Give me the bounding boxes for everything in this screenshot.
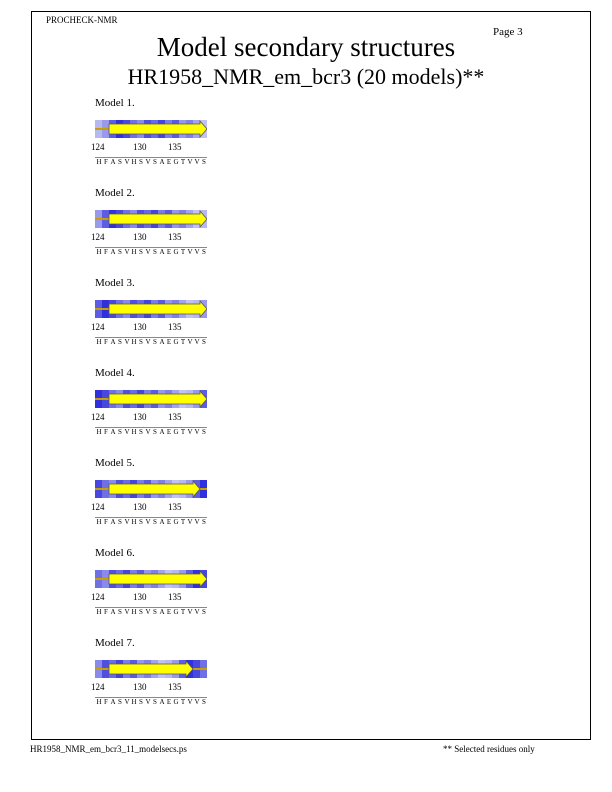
model-label: Model 7. <box>95 637 135 649</box>
residue-numbers <box>91 412 215 424</box>
model-block <box>91 637 225 727</box>
residue-number: 135 <box>168 232 182 242</box>
residue-letter: V <box>145 698 151 706</box>
residue-letter: V <box>124 158 130 166</box>
residue-numbers <box>91 232 215 244</box>
residue-letter: S <box>153 608 157 616</box>
page-number: Page 3 <box>493 26 523 38</box>
residue-letter: H <box>96 698 102 706</box>
residue-number: 124 <box>91 232 105 242</box>
residue-letter: S <box>202 158 206 166</box>
residue-numbers <box>91 592 215 604</box>
residue-letter: V <box>124 338 130 346</box>
residue-letter: S <box>139 428 143 436</box>
residue-letter: S <box>139 608 143 616</box>
residue-letter: V <box>194 158 200 166</box>
residue-number: 135 <box>168 502 182 512</box>
residue-letter: E <box>166 338 172 346</box>
sequence <box>95 698 215 708</box>
residue-numbers <box>91 142 215 154</box>
residue-letter: H <box>96 248 102 256</box>
model-block <box>91 367 225 457</box>
residue-number: 135 <box>168 412 182 422</box>
residue-letter: S <box>202 428 206 436</box>
residue-letter: G <box>173 518 179 526</box>
residue-number: 124 <box>91 502 105 512</box>
page-title: Model secondary structures <box>156 32 456 62</box>
residue-letter: E <box>166 248 172 256</box>
secondary-structure-plot <box>95 300 207 318</box>
residue-letter: V <box>194 608 200 616</box>
residue-letter: A <box>110 338 116 346</box>
residue-letter: S <box>139 518 143 526</box>
residue-number: 130 <box>133 592 147 602</box>
residue-letter: V <box>124 248 130 256</box>
residue-letter: V <box>187 338 193 346</box>
residue-letter: V <box>187 428 193 436</box>
residue-number: 124 <box>91 412 105 422</box>
residue-number: 124 <box>91 682 105 692</box>
residue-letter: G <box>173 248 179 256</box>
residue-letter: T <box>180 698 186 706</box>
residue-letter: T <box>180 608 186 616</box>
residue-letter: V <box>187 518 193 526</box>
residue-letter: G <box>173 698 179 706</box>
residue-letter: V <box>145 248 151 256</box>
residue-letter: A <box>110 518 116 526</box>
residue-letter: A <box>159 338 165 346</box>
residue-letter: H <box>131 338 137 346</box>
residue-numbers <box>91 322 215 334</box>
residue-number: 135 <box>168 142 182 152</box>
model-label: Model 1. <box>95 97 135 109</box>
residue-letter: A <box>110 248 116 256</box>
residue-number: 130 <box>133 322 147 332</box>
model-label: Model 6. <box>95 547 135 559</box>
residue-letter: H <box>96 338 102 346</box>
residue-number: 130 <box>133 502 147 512</box>
residue-letter: V <box>145 338 151 346</box>
residue-letter: T <box>180 338 186 346</box>
residue-letter: H <box>96 428 102 436</box>
residue-numbers <box>91 682 215 694</box>
residue-letter: H <box>131 158 137 166</box>
residue-letter: V <box>187 608 193 616</box>
residue-letter: E <box>166 518 172 526</box>
residue-letter: S <box>153 428 157 436</box>
residue-letter: F <box>104 608 108 616</box>
residue-letter: E <box>166 698 172 706</box>
residue-letter: F <box>104 338 108 346</box>
residue-letter: H <box>96 158 102 166</box>
secondary-structure-plot <box>95 570 207 588</box>
residue-letter: S <box>153 338 157 346</box>
model-block <box>91 187 225 277</box>
residue-letter: A <box>159 428 165 436</box>
sequence <box>95 338 215 348</box>
residue-letter: S <box>153 158 157 166</box>
residue-letter: V <box>187 248 193 256</box>
residue-letter: V <box>124 608 130 616</box>
residue-letter: H <box>131 608 137 616</box>
residue-letter: T <box>180 158 186 166</box>
residue-letter: A <box>110 158 116 166</box>
residue-letter: V <box>145 428 151 436</box>
residue-letter: S <box>118 338 122 346</box>
residue-letter: V <box>124 518 130 526</box>
residue-letter: F <box>104 518 108 526</box>
residue-letter: G <box>173 428 179 436</box>
residue-numbers <box>91 502 215 514</box>
residue-letter: S <box>153 518 157 526</box>
residue-letter: S <box>139 248 143 256</box>
sequence <box>95 608 215 618</box>
residue-letter: T <box>180 248 186 256</box>
residue-letter: S <box>153 248 157 256</box>
residue-letter: F <box>104 698 108 706</box>
residue-letter: S <box>118 608 122 616</box>
residue-letter: V <box>124 428 130 436</box>
residue-letter: T <box>180 518 186 526</box>
residue-letter: G <box>173 158 179 166</box>
model-label: Model 3. <box>95 277 135 289</box>
residue-letter: V <box>124 698 130 706</box>
residue-number: 130 <box>133 142 147 152</box>
residue-letter: S <box>118 698 122 706</box>
secondary-structure-plot <box>95 390 207 408</box>
model-label: Model 2. <box>95 187 135 199</box>
residue-letter: H <box>96 608 102 616</box>
residue-letter: V <box>194 428 200 436</box>
footer-filename: HR1958_NMR_em_bcr3_11_modelsecs.ps <box>30 744 187 754</box>
residue-number: 124 <box>91 322 105 332</box>
model-label: Model 4. <box>95 367 135 379</box>
secondary-structure-plot <box>95 480 207 498</box>
residue-letter: F <box>104 428 108 436</box>
residue-letter: E <box>166 158 172 166</box>
model-block <box>91 547 225 637</box>
residue-letter: A <box>159 248 165 256</box>
sequence <box>95 248 215 258</box>
residue-letter: H <box>131 248 137 256</box>
residue-letter: V <box>145 158 151 166</box>
residue-letter: V <box>194 338 200 346</box>
residue-letter: F <box>104 158 108 166</box>
model-block <box>91 277 225 367</box>
sequence <box>95 518 215 528</box>
residue-letter: A <box>159 608 165 616</box>
secondary-structure-plot <box>95 210 207 228</box>
residue-letter: S <box>202 698 206 706</box>
sequence <box>95 428 215 438</box>
model-block <box>91 457 225 547</box>
residue-letter: G <box>173 338 179 346</box>
residue-letter: S <box>118 428 122 436</box>
residue-letter: S <box>139 698 143 706</box>
residue-letter: H <box>131 428 137 436</box>
residue-letter: A <box>110 698 116 706</box>
residue-letter: S <box>202 608 206 616</box>
residue-letter: V <box>194 698 200 706</box>
residue-letter: F <box>104 248 108 256</box>
residue-number: 135 <box>168 322 182 332</box>
residue-letter: H <box>131 518 137 526</box>
residue-letter: S <box>202 248 206 256</box>
residue-letter: V <box>194 248 200 256</box>
page-subtitle: HR1958_NMR_em_bcr3 (20 models)** <box>127 64 485 89</box>
residue-letter: S <box>202 518 206 526</box>
residue-letter: A <box>159 518 165 526</box>
residue-letter: S <box>118 248 122 256</box>
residue-letter: H <box>96 518 102 526</box>
residue-letter: V <box>145 608 151 616</box>
residue-letter: H <box>131 698 137 706</box>
program-name: PROCHECK-NMR <box>46 15 118 25</box>
secondary-structure-plot <box>95 660 207 678</box>
residue-letter: S <box>118 518 122 526</box>
residue-letter: E <box>166 608 172 616</box>
residue-letter: S <box>118 158 122 166</box>
secondary-structure-plot <box>95 120 207 138</box>
residue-number: 130 <box>133 232 147 242</box>
residue-letter: S <box>139 338 143 346</box>
residue-letter: V <box>187 698 193 706</box>
footer-note: ** Selected residues only <box>443 744 535 754</box>
residue-number: 135 <box>168 682 182 692</box>
residue-letter: V <box>145 518 151 526</box>
residue-letter: A <box>159 698 165 706</box>
residue-letter: T <box>180 428 186 436</box>
residue-number: 124 <box>91 142 105 152</box>
residue-letter: A <box>159 158 165 166</box>
residue-number: 130 <box>133 682 147 692</box>
residue-letter: A <box>110 608 116 616</box>
residue-number: 135 <box>168 592 182 602</box>
residue-number: 124 <box>91 592 105 602</box>
residue-letter: E <box>166 428 172 436</box>
residue-letter: S <box>139 158 143 166</box>
residue-letter: V <box>194 518 200 526</box>
model-label: Model 5. <box>95 457 135 469</box>
residue-letter: G <box>173 608 179 616</box>
sequence <box>95 158 215 168</box>
residue-letter: A <box>110 428 116 436</box>
residue-number: 130 <box>133 412 147 422</box>
residue-letter: V <box>187 158 193 166</box>
model-block <box>91 97 225 187</box>
residue-letter: S <box>153 698 157 706</box>
residue-letter: S <box>202 338 206 346</box>
